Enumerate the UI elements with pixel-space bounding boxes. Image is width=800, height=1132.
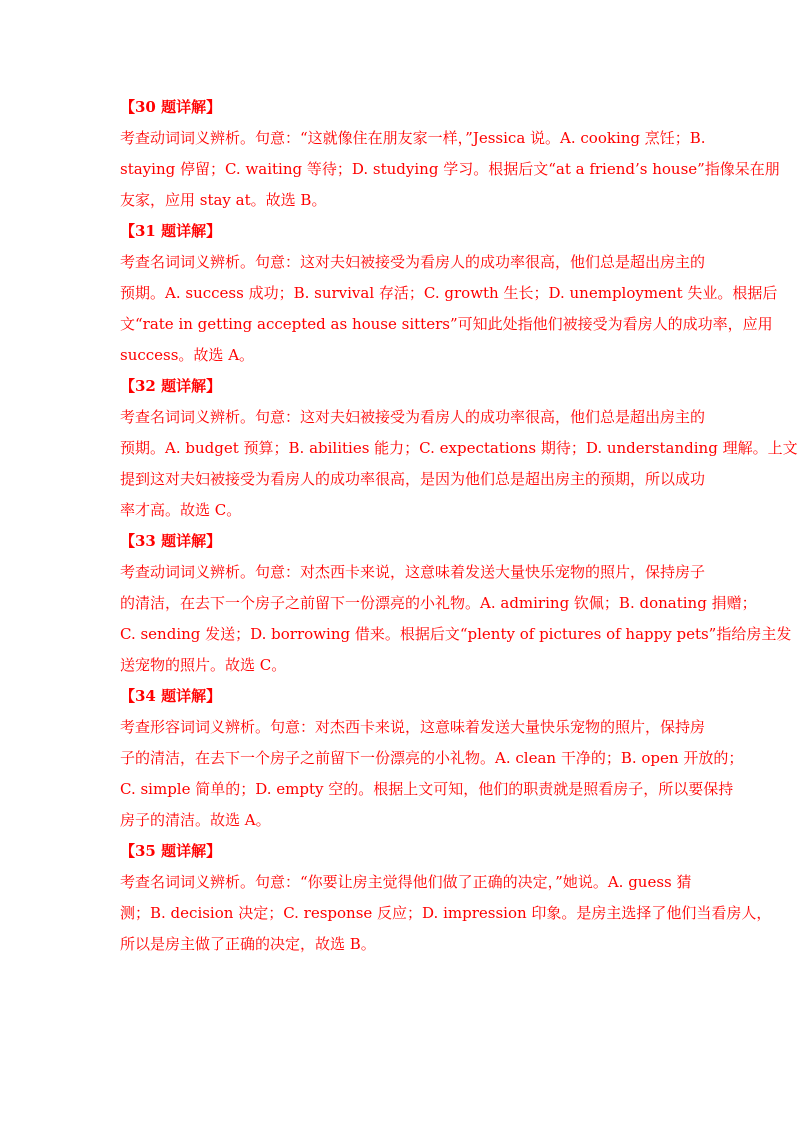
explanation-paragraph (120, 247, 778, 371)
paragraph-line: 送宠物的照片。故选 C。 (120, 656, 287, 674)
section-heading: 【34 题详解】 (120, 687, 222, 705)
paragraph-line: 测；B. decision 决定；C. response 反应；D. impression 印象。是房主选择了他们当看房人， (120, 904, 772, 922)
section-heading: 【31 题详解】 (120, 222, 222, 240)
paragraph-line: 友家，应用 stay at。故选 B。 (120, 191, 327, 209)
paragraph-line: 的清洁，在去下一个房子之前留下一份漂亮的小礼物。A. admiring 钦佩；B. donating 捐赠； (120, 594, 757, 612)
paragraph-line: C. sending 发送；D. borrowing 借来。根据后文“plenty of pictures of happy pets”指给房主发 (120, 625, 792, 643)
paragraph-line: 提到这对夫妇被接受为看房人的成功率很高，是因为他们总是超出房主的预期，所以成功 (120, 470, 706, 488)
explanation-paragraph (120, 557, 792, 681)
document-page (120, 92, 798, 960)
paragraph-line: staying 停留；C. waiting 等待；D. studying 学习。根据后文“at a friend’s house”指像呆在朋 (120, 160, 780, 178)
explanation-paragraph (120, 402, 798, 526)
explanation-section-32 (120, 371, 798, 526)
section-heading: 【33 题详解】 (120, 532, 222, 550)
paragraph-line: 考查形容词词义辨析。句意：对杰西卡来说，这意味着发送大量快乐宠物的照片，保持房 (120, 718, 706, 736)
paragraph-line: 预期。A. success 成功；B. survival 存活；C. growth 生长；D. unemployment 失业。根据后 (120, 284, 778, 302)
explanation-section-34 (120, 681, 744, 836)
paragraph-line: 预期。A. budget 预算；B. abilities 能力；C. expectations 期待；D. understanding 理解。上文 (120, 439, 798, 457)
explanation-section-33 (120, 526, 792, 681)
paragraph-line: 所以是房主做了正确的决定，故选 B。 (120, 935, 376, 953)
explanation-paragraph (120, 123, 780, 216)
paragraph-line: 子的清洁，在去下一个房子之前留下一份漂亮的小礼物。A. clean 干净的；B. open 开放的； (120, 749, 744, 767)
paragraph-line: 文“rate in getting accepted as house sitters”可知此处指他们被接受为看房人的成功率，应用 (120, 315, 773, 333)
explanation-paragraph (120, 867, 772, 960)
paragraph-line: C. simple 简单的；D. empty 空的。根据上文可知，他们的职责就是照看房子，所以要保持 (120, 780, 734, 798)
section-heading: 【35 题详解】 (120, 842, 222, 860)
explanation-paragraph (120, 712, 744, 836)
section-heading: 【30 题详解】 (120, 98, 222, 116)
paragraph-line: 率才高。故选 C。 (120, 501, 242, 519)
section-heading: 【32 题详解】 (120, 377, 222, 395)
paragraph-line: 考查名词词义辨析。句意：这对夫妇被接受为看房人的成功率很高，他们总是超出房主的 (120, 253, 706, 271)
paragraph-line: success。故选 A。 (120, 346, 255, 364)
paragraph-line: 房子的清洁。故选 A。 (120, 811, 271, 829)
explanation-section-31 (120, 216, 778, 371)
paragraph-line: 考查名词词义辨析。句意：“你要让房主觉得他们做了正确的决定，”她说。A. guess 猜 (120, 873, 692, 891)
paragraph-line: 考查动词词义辨析。句意：“这就像住在朋友家一样，”Jessica 说。A. cooking 烹饪；B. (120, 129, 706, 147)
explanation-section-35 (120, 836, 772, 960)
paragraph-line: 考查动词词义辨析。句意：对杰西卡来说，这意味着发送大量快乐宠物的照片，保持房子 (120, 563, 706, 581)
explanation-section-30 (120, 92, 780, 216)
paragraph-line: 考查名词词义辨析。句意：这对夫妇被接受为看房人的成功率很高，他们总是超出房主的 (120, 408, 706, 426)
